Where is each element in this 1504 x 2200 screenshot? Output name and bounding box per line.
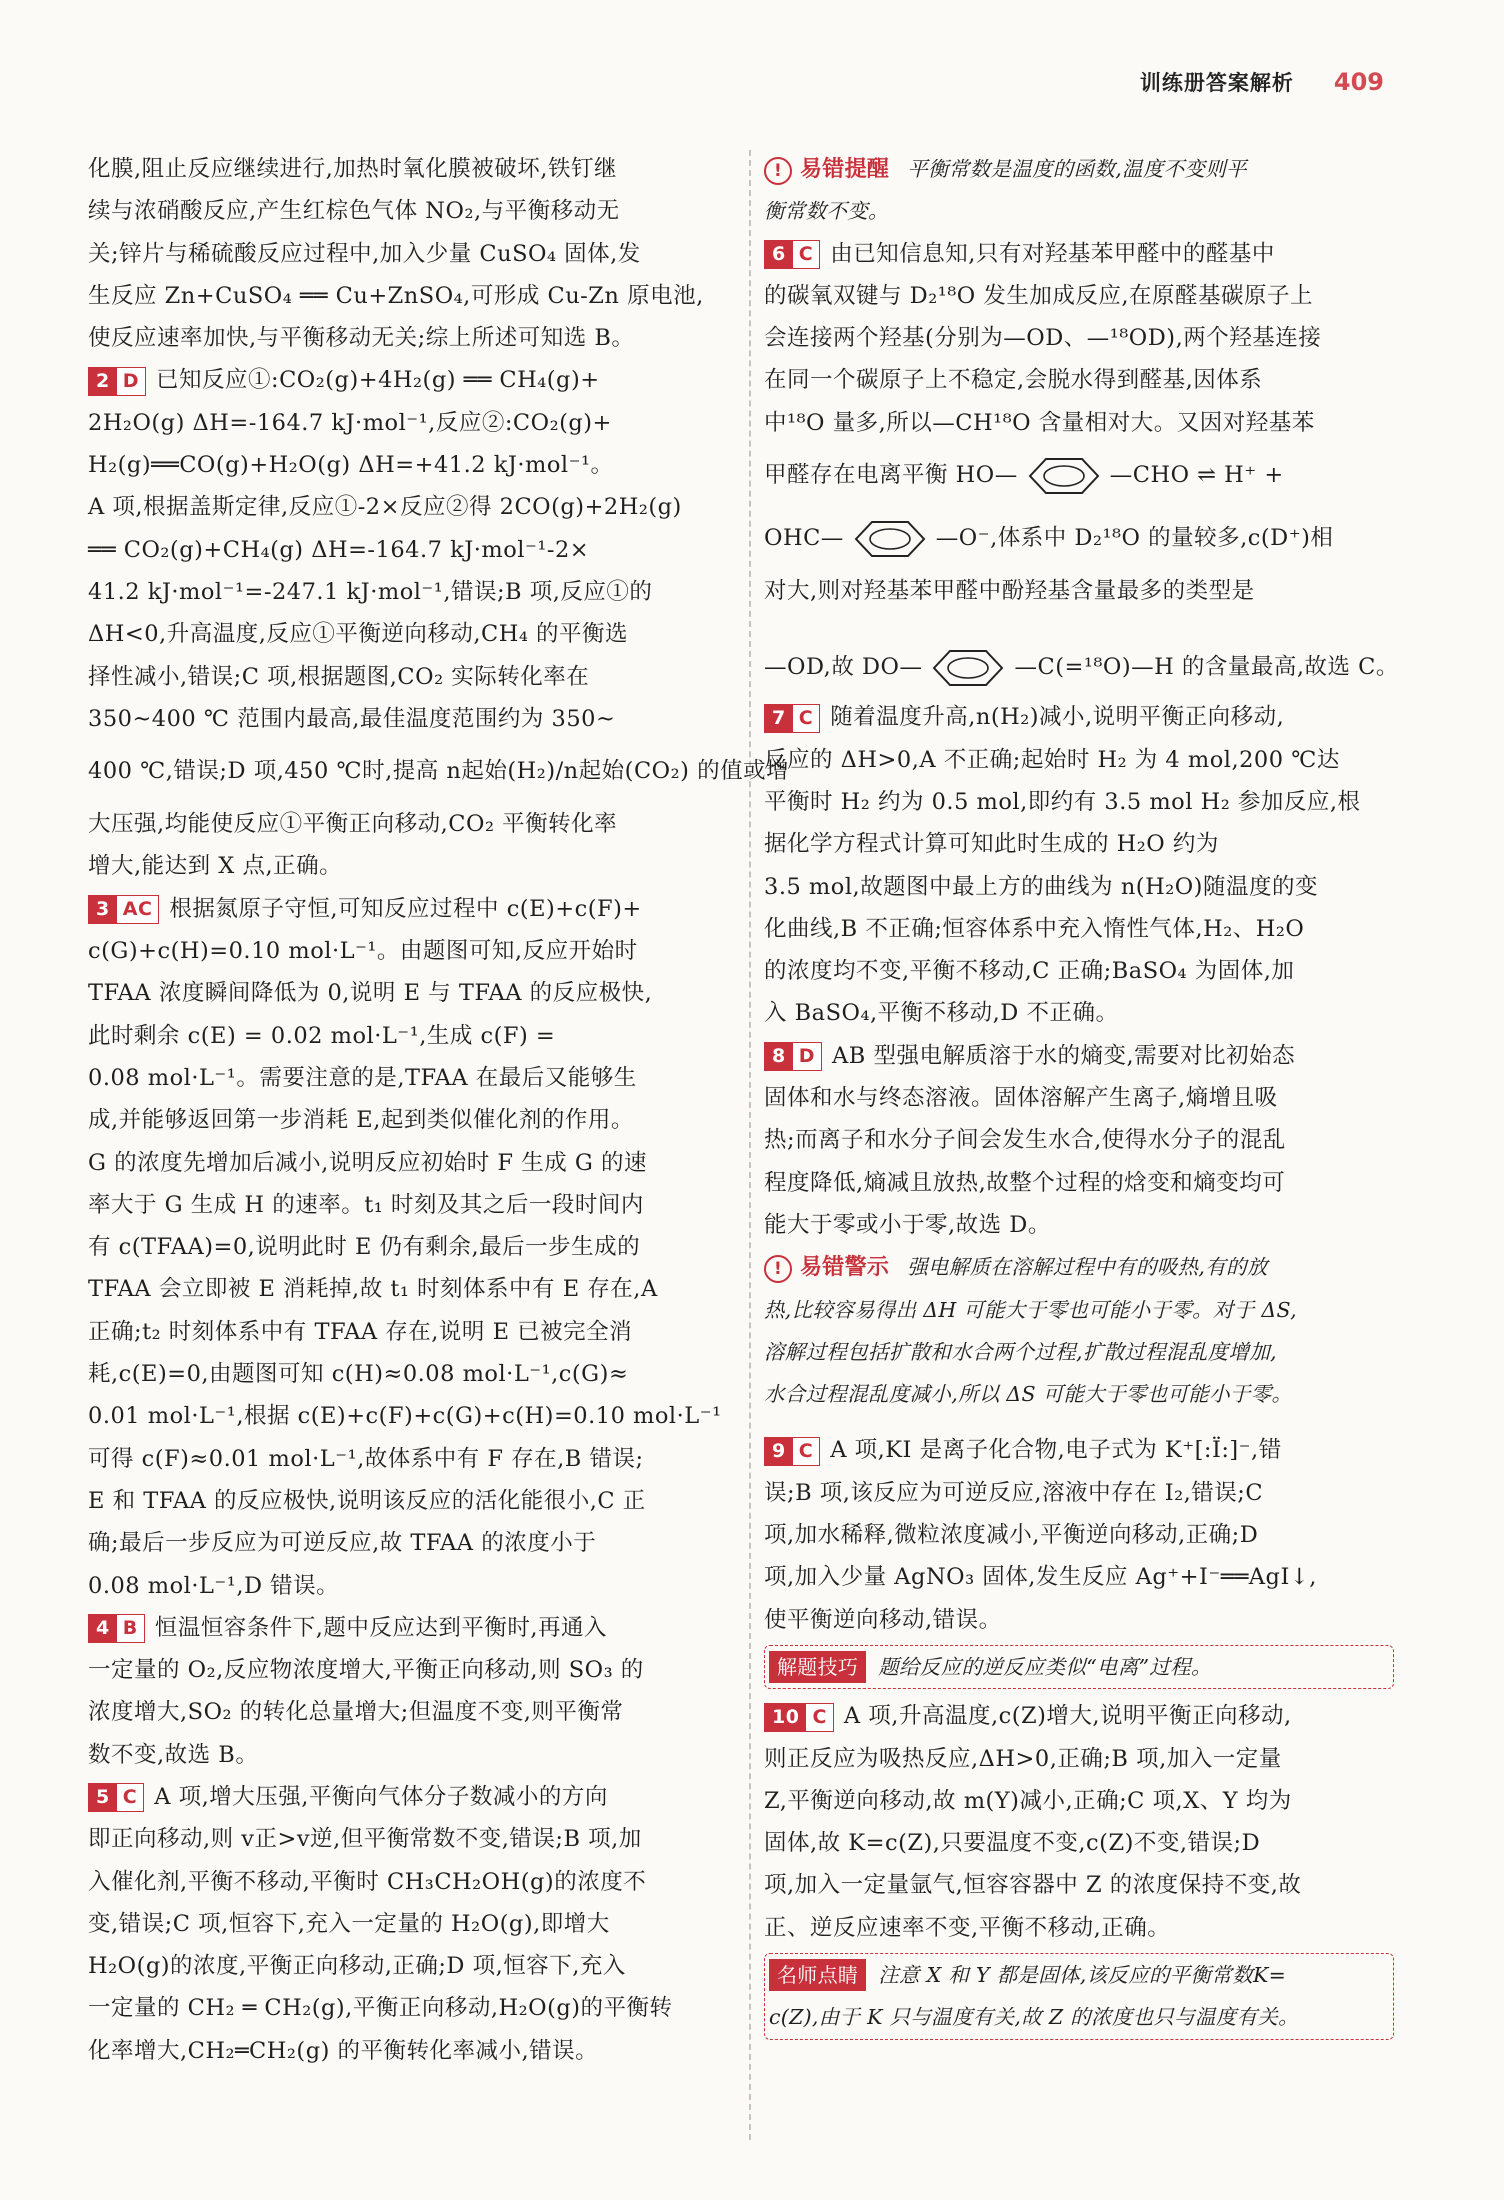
text-line: 400 ℃,错误;D 项,450 ℃时,提高 n起始(H₂)/n起始(CO₂) 的值或增 [88,758,790,785]
answer-line: 6 C 由已知信息知,只有对羟基苯甲醛中的醛基中 [764,233,1394,275]
text-line: 对大,则对羟基苯甲醛中酚羟基含量最多的类型是 [764,578,1255,605]
text-line: 0.08 mol·L⁻¹,D 错误。 [88,1572,340,1599]
warning-title: 易错警示 [800,1255,890,1281]
text-line: 变,错误;C 项,恒容下,充入一定量的 H₂O(g),即增大 [88,1910,610,1937]
page-number: 409 [1333,68,1384,96]
answer-badge: 9 C [764,1437,820,1466]
answer-badge: 4 B [88,1614,145,1643]
text-line: 程度降低,熵减且放热,故整个过程的焓变和熵变均可 [764,1169,1286,1196]
text-line: 关;锌片与稀硫酸反应过程中,加入少量 CuSO₄ 固体,发 [88,240,641,267]
text-line: H₂O(g)的浓度,平衡正向移动,正确;D 项,恒容下,充入 [88,1953,626,1980]
column-divider [749,150,751,2140]
text-line: 反应的 ΔH>0,A 不正确;起始时 H₂ 为 4 mol,200 ℃达 [764,746,1340,773]
text-line: 一定量的 CH₂ ═ CH₂(g),平衡正向移动,H₂O(g)的平衡转 [88,1995,673,2022]
text-line: 入 BaSO₄,平衡不移动,D 不正确。 [764,1000,1119,1027]
text-line: 平衡时 H₂ 约为 0.5 mol,即约有 3.5 mol H₂ 参加反应,根 [764,788,1361,815]
note-line: 热,比较容易得出 ΔH 可能大于零也可能小于零。对于 ΔS, [764,1297,1297,1322]
text-line: 一定量的 O₂,反应物浓度增大,平衡正向移动,则 SO₃ 的 [88,1657,644,1684]
text-line: 续与浓硝酸反应,产生红棕色气体 NO₂,与平衡移动无 [88,198,620,225]
text-line: 固体,故 K=c(Z),只要温度不变,c(Z)不变,错误;D [764,1830,1261,1857]
exclamation-circle-icon: ! [764,1255,792,1283]
text-line: 大压强,均能使反应①平衡正向移动,CO₂ 平衡转化率 [88,811,618,838]
text-line: 0.08 mol·L⁻¹。需要注意的是,TFAA 在最后又能够生 [88,1064,637,1091]
text-line: 确;最后一步反应为可逆反应,故 TFAA 的浓度小于 [88,1530,597,1557]
text-line: 化率增大,CH₂═CH₂(g) 的平衡转化率减小,错误。 [88,2037,599,2064]
text-line: 中¹⁸O 量多,所以—CH¹⁸O 含量相对大。又因对羟基苯 [764,409,1315,436]
answer-line: 5 C A 项,增大压强,平衡向气体分子数减小的方向 [88,1776,716,1818]
benzene-ring-icon [1018,453,1110,499]
note-line: 水合过程混乱度减小,所以 ΔS 可能大于零也可能小于零。 [764,1382,1293,1407]
text-line: A 项,根据盖斯定律,反应①-2×反应②得 2CO(g)+2H₂(g) [88,494,682,521]
text-line: 热;而离子和水分子间会发生水合,使得水分子的混乱 [764,1127,1286,1154]
text-line: 化膜,阻止反应继续进行,加热时氧化膜被破坏,铁钉继 [88,156,617,182]
tip-tag: 解题技巧 [769,1651,866,1683]
answer-line: 2 D 已知反应①:CO₂(g)+4H₂(g) ══ CH₄(g)+ [88,359,716,401]
text-line: 在同一个碳原子上不稳定,会脱水得到醛基,因体系 [764,367,1263,394]
warning-note-2: ! 易错警示 强电解质在溶解过程中有的吸热,有的放 [764,1246,1394,1288]
warning-note-1: ! 易错提醒 平衡常数是温度的函数,温度不变则平 [764,148,1394,190]
text-line: 衡常数不变。 [764,199,889,224]
text-line: 正、逆反应速率不变,平衡不移动,正确。 [764,1914,1171,1941]
exclamation-circle-icon: ! [764,157,792,185]
formula-line: OHC— —O⁻,体系中 D₂¹⁸O 的量较多,c(D⁺)相 [764,507,1394,570]
answer-line: 10 C A 项,升高温度,c(Z)增大,说明平衡正向移动, [764,1695,1394,1737]
text-line: ΔH<0,升高温度,反应①平衡逆向移动,CH₄ 的平衡选 [88,621,629,648]
text-line: 即正向移动,则 v正>v逆,但平衡常数不变,错误;B 项,加 [88,1826,642,1853]
formula-line: 甲醛存在电离平衡 HO— —CHO ⇌ H⁺ + [764,444,1394,507]
left-column [88,148,790,2072]
formula-line: —OD,故 DO— —C(=¹⁸O)—H 的含量最高,故选 C。 [764,612,1394,696]
teacher-note-box: 名师点睛 注意 X 和 Y 都是固体,该反应的平衡常数K= c(Z),由于 K 只与温度有关,故 Z 的浓度也只与温度有关。 [764,1953,1394,2040]
text-line: 项,加入一定量氩气,恒容容器中 Z 的浓度保持不变,故 [764,1872,1302,1899]
teacher-tag: 名师点睛 [769,1959,866,1991]
text-line: 正确;t₂ 时刻体系中有 TFAA 存在,说明 E 已被完全消 [88,1318,633,1345]
answer-badge: 10 C [764,1703,834,1732]
text-line: 2H₂O(g) ΔH=-164.7 kJ·mol⁻¹,反应②:CO₂(g)+ [88,409,612,436]
answer-badge: 7 C [764,704,820,733]
tip-text: 题给反应的逆反应类似“电离”过程。 [878,1654,1212,1679]
text-line: 固体和水与终态溶液。固体溶解产生离子,熵增且吸 [764,1085,1278,1112]
text-line: 据化学方程式计算可知此时生成的 H₂O 约为 [764,831,1219,858]
text-line: c(G)+c(H)=0.10 mol·L⁻¹。由题图可知,反应开始时 [88,938,638,965]
text-line: TFAA 会立即被 E 消耗掉,故 t₁ 时刻体系中有 E 存在,A [88,1276,658,1303]
page-header [1140,62,1384,102]
benzene-ring-icon [844,516,936,562]
text-line: 项,加水稀释,微粒浓度减小,平衡逆向移动,正确;D [764,1522,1259,1549]
note-line: 溶解过程包括扩散和水合两个过程,扩散过程混乱度增加, [764,1339,1277,1364]
text-line: 生反应 Zn+CuSO₄ ══ Cu+ZnSO₄,可形成 Cu-Zn 原电池, [88,282,704,309]
text-line: 的碳氧双键与 D₂¹⁸O 发生加成反应,在原醛基碳原子上 [764,282,1314,309]
text-line: 41.2 kJ·mol⁻¹=-247.1 kJ·mol⁻¹,错误;B 项,反应①的 [88,578,653,605]
answer-badge: 5 C [88,1783,144,1812]
text-line: 0.01 mol·L⁻¹,根据 c(E)+c(F)+c(G)+c(H)=0.10 mol·L⁻¹ [88,1403,722,1430]
text-line: E 和 TFAA 的反应极快,说明该反应的活化能很小,C 正 [88,1487,646,1514]
text-line: G 的浓度先增加后减小,说明反应初始时 F 生成 G 的速 [88,1149,647,1176]
text-line: 可得 c(F)≈0.01 mol·L⁻¹,故体系中有 F 存在,B 错误; [88,1445,644,1472]
text-line: 350~400 ℃ 范围内最高,最佳温度范围约为 350~ [88,705,616,732]
running-title: 训练册答案解析 [1139,71,1294,95]
text-line: 择性减小,错误;C 项,根据题图,CO₂ 实际转化率在 [88,663,590,690]
text-line: 率大于 G 生成 H 的速率。t₁ 时刻及其之后一段时间内 [88,1191,644,1218]
text-line: TFAA 浓度瞬间降低为 0,说明 E 与 TFAA 的反应极快, [88,980,653,1007]
text-line: 会连接两个羟基(分别为—OD、—¹⁸OD),两个羟基连接 [764,325,1322,352]
text-line: 能大于零或小于零,故选 D。 [764,1211,1051,1238]
tip-box [764,1645,1394,1689]
text-line: 成,并能够返回第一步消耗 E,起到类似催化剂的作用。 [88,1107,634,1134]
text-line: ══ CO₂(g)+CH₄(g) ΔH=-164.7 kJ·mol⁻¹-2× [88,536,590,563]
text-line: 项,加入少量 AgNO₃ 固体,发生反应 Ag⁺+I⁻══AgI↓, [764,1564,1317,1591]
text-line: 增大,能达到 X 点,正确。 [88,853,343,880]
answer-line: 7 C 随着温度升高,n(H₂)减小,说明平衡正向移动, [764,696,1394,738]
text-line: 耗,c(E)=0,由题图可知 c(H)≈0.08 mol·L⁻¹,c(G)≈ [88,1361,629,1388]
text-line: 的浓度均不变,平衡不移动,C 正确;BaSO₄ 为固体,加 [764,958,1295,985]
text-line: 3.5 mol,故题图中最上方的曲线为 n(H₂O)随温度的变 [764,873,1318,900]
answer-line: 9 C A 项,KI 是离子化合物,电子式为 K⁺[:Ï:]⁻,错 [764,1429,1394,1471]
answer-line: 3 AC 根据氮原子守恒,可知反应过程中 c(E)+c(F)+ [88,888,716,930]
answer-badge: 2 D [88,367,146,396]
text-line: 入催化剂,平衡不移动,平衡时 CH₃CH₂OH(g)的浓度不 [88,1868,647,1895]
text-line: 数不变,故选 B。 [88,1741,259,1768]
text-line: 浓度增大,SO₂ 的转化总量增大;但温度不变,则平衡常 [88,1699,624,1726]
text-line: 此时剩余 c(E) = 0.02 mol·L⁻¹,生成 c(F) = [88,1022,556,1049]
answer-line: 8 D AB 型强电解质溶于水的熵变,需要对比初始态 [764,1035,1394,1077]
text-line: 有 c(TFAA)=0,说明此时 E 仍有剩余,最后一步生成的 [88,1234,641,1261]
text-line: 误;B 项,该反应为可逆反应,溶液中存在 I₂,错误;C [764,1479,1264,1506]
note-line: c(Z),由于 K 只与温度有关,故 Z 的浓度也只与温度有关。 [769,2005,1299,2030]
answer-badge: 8 D [764,1042,822,1071]
answer-badge: 3 AC [88,895,159,924]
benzene-ring-icon [922,645,1014,691]
text-line: 使反应速率加快,与平衡移动无关;综上所述可知选 B。 [88,325,635,352]
answer-badge: 6 C [764,240,820,269]
text-line: Z,平衡逆向移动,故 m(Y)减小,正确;C 项,X、Y 均为 [764,1787,1292,1814]
right-column [764,148,1399,2046]
text-line: H₂(g)══CO(g)+H₂O(g) ΔH=+41.2 kJ·mol⁻¹。 [88,452,614,479]
text-line: 化曲线,B 不正确;恒容体系中充入惰性气体,H₂、H₂O [764,915,1305,942]
text-line: 使平衡逆向移动,错误。 [764,1606,1002,1633]
warning-title: 易错提醒 [800,157,890,182]
answer-line: 4 B 恒温恒容条件下,题中反应达到平衡时,再通入 [88,1607,716,1649]
text-line: 则正反应为吸热反应,ΔH>0,正确;B 项,加入一定量 [764,1745,1282,1772]
